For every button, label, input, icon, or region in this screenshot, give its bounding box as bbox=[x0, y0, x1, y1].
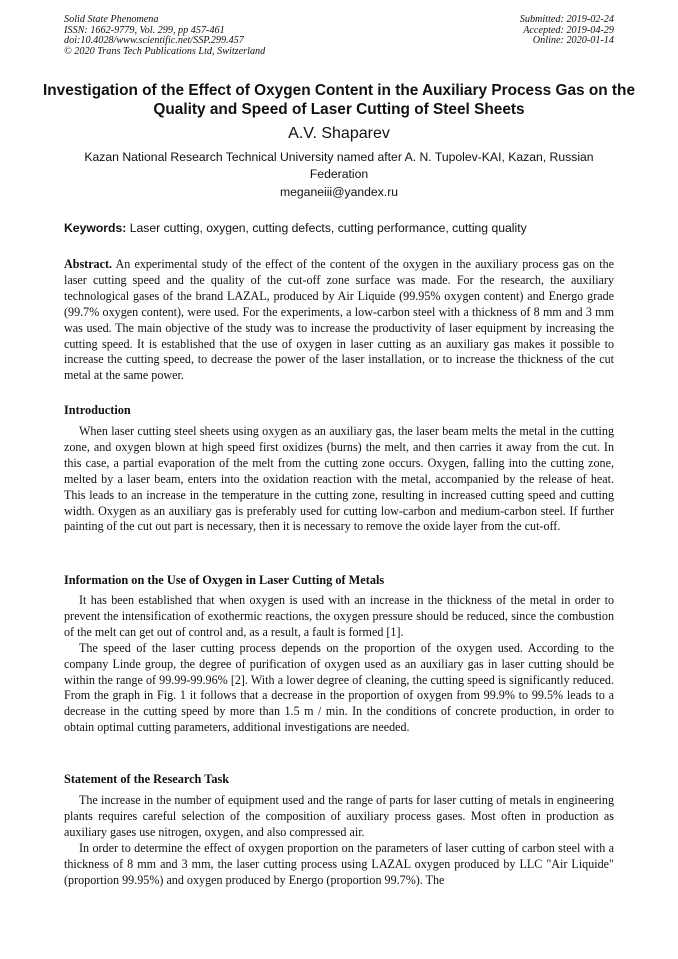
keywords-label: Keywords: bbox=[64, 221, 127, 235]
author-affiliation: Kazan National Research Technical University named after A. N. Tupolev-KAI, Kazan, Russian Federation bbox=[84, 150, 594, 181]
copyright-line: © 2020 Trans Tech Publications Ltd, Switzerland bbox=[64, 45, 266, 57]
doi-line: doi:10.4028/www.scientific.net/SSP.299.457 bbox=[64, 35, 244, 47]
issn-line: ISSN: 1662-9779, Vol. 299, pp 457-461 bbox=[64, 24, 225, 36]
paper-title: Investigation of the Effect of Oxygen Content in the Auxiliary Process Gas on the Quality and Speed of Laser Cutting of Steel Sheets bbox=[42, 82, 636, 118]
author-name: A.V. Shaparev bbox=[288, 125, 390, 142]
online-date: Online: 2020-01-14 bbox=[532, 35, 614, 47]
abstract bbox=[64, 257, 614, 384]
section-introduction-body bbox=[64, 424, 614, 535]
author-email[interactable]: meganeiii@yandex.ru bbox=[279, 185, 399, 199]
abstract-label: Abstract. bbox=[64, 257, 113, 271]
section-heading-research-task: Statement of the Research Task bbox=[64, 772, 230, 786]
submitted-date: Submitted: 2019-02-24 bbox=[519, 14, 614, 25]
publication-dates bbox=[520, 15, 614, 47]
section-heading-introduction: Introduction bbox=[64, 403, 131, 417]
abstract-text: An experimental study of the effect of the content of the oxygen in the auxiliary process gas on the laser cutting speed and the quality of the cut-off zone surface was made. For the research, the auxiliary technological gases of the brand LAZAL, produced by Air Liquide (99.95% oxygen content) and Energo grade (99.7% oxygen content), were used. For the experiments, a low-carbon steel with a thickness of 8 mm and 3 mm was used. The main objective of the study was to increase the productivity of laser equipment by increasing the cutting speed. It is established that the use of oxygen in laser cutting as an auxiliary gas makes it possible to increase the cutting speed, to decrease the power of the laser installation, or to increase the thickness of the cut metal at the same power. bbox=[64, 257, 614, 383]
paragraph: It has been established that when oxygen is used with an increase in the thickness of the metal in order to prevent the intensification of exothermic reactions, the oxygen pressure should be reduced, since the combustion of the melt can get out of control and, as a result, a fault is formed [1]. bbox=[64, 593, 614, 639]
journal-name: Solid State Phenomena bbox=[64, 14, 159, 25]
section-research-task-body bbox=[64, 793, 614, 888]
keywords bbox=[64, 220, 614, 236]
section-heading-oxygen-use: Information on the Use of Oxygen in Laser Cutting of Metals bbox=[64, 573, 385, 587]
paragraph: In order to determine the effect of oxygen proportion on the parameters of laser cutting of carbon steel with a thickness of 8 mm and 3 mm, the laser cutting process using LAZAL oxygen produced by LLC "Air Liquide" (proportion 99.95%) and oxygen produced by Energo (proportion 99.7%). The bbox=[64, 840, 614, 887]
paragraph: When laser cutting steel sheets using oxygen as an auxiliary gas, the laser beam melts the metal in the cutting zone, and oxygen blown at high speed first oxidizes (burns) the melt, and then carries it away from the cut. In this case, a partial evaporation of the melt from the cutting zone occurs. Oxygen, falling into the cutting zone, melted by a laser beam, enters into the oxidation reaction with the metal, accompanied by the release of heat. This leads to an increase in the temperature in the cutting zone, resulting in increased cutting speed and cutting width. Oxygen as an auxiliary gas is preferably used for cutting low-carbon and medium-carbon steel. If further painting of the cut out part is necessary, then it is necessary to remove the oxide layer from the cut-off. bbox=[64, 424, 614, 534]
keywords-text: Laser cutting, oxygen, cutting defects, cutting performance, cutting quality bbox=[129, 221, 527, 235]
journal-info bbox=[64, 15, 265, 57]
paragraph: The increase in the number of equipment used and the range of parts for laser cutting of metals in engineering plants requires careful selection of the composition of auxiliary process gases. Most often in production as auxiliary gases use nitrogen, oxygen, and also compressed air. bbox=[64, 793, 614, 839]
accepted-date: Accepted: 2019-04-29 bbox=[523, 24, 614, 36]
section-oxygen-use-body bbox=[64, 593, 614, 736]
paragraph: The speed of the laser cutting process depends on the proportion of the oxygen used. According to the company Linde group, the degree of purification of oxygen used as an auxiliary gas in laser cutting should be within the range of 99.99-99.96% [2]. With a lower degree of cleaning, the cutting speed is significantly reduced. From the graph in Fig. 1 it follows that a decrease in the proportion of oxygen from 99.9% to 99.5% leads to a decrease in the cutting speed by more than 1.5 m / min. In the conditions of concrete production, in order to obtain optimal cutting parameters, additional investigations are needed. bbox=[64, 640, 614, 735]
